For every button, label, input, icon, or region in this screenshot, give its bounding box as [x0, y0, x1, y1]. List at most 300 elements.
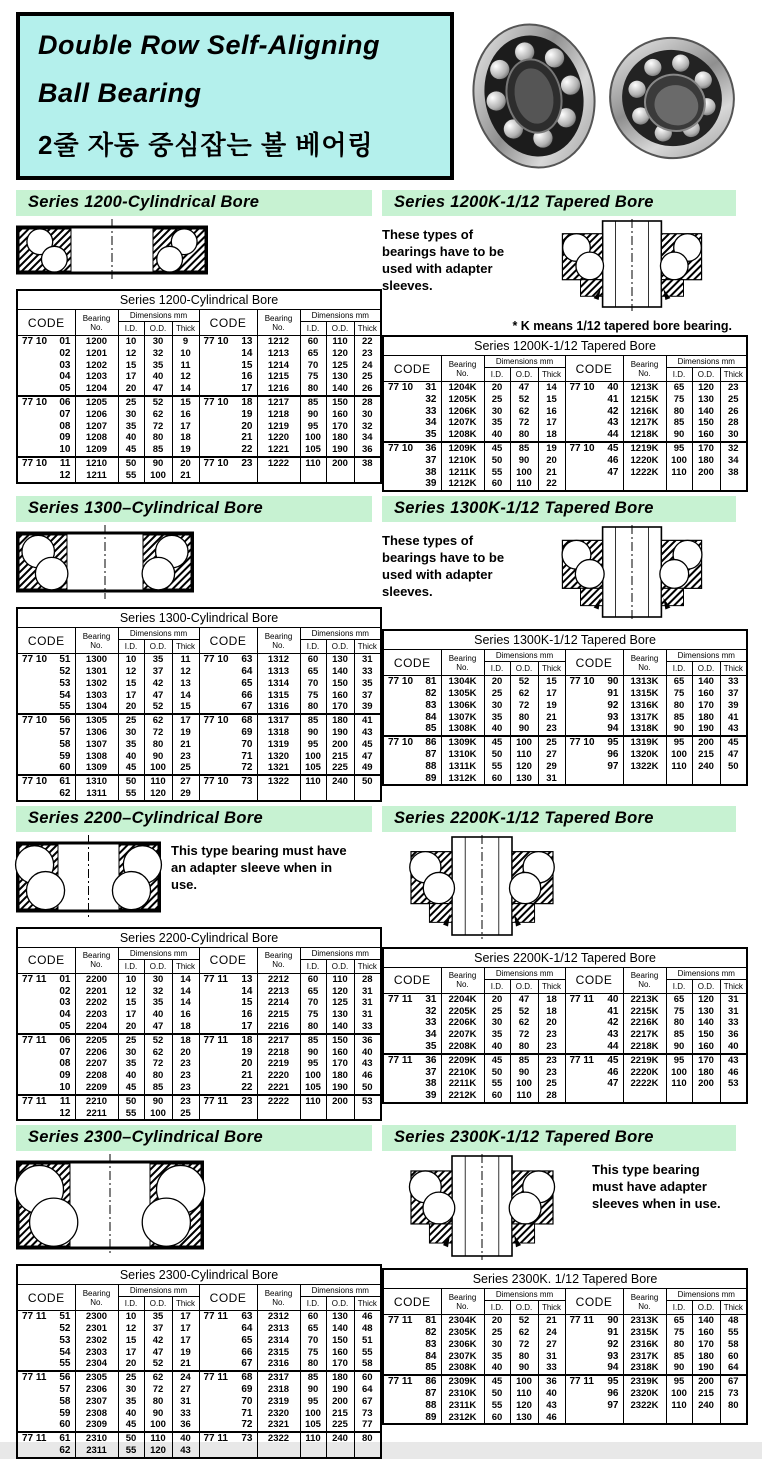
- dimension-cell: 55: [484, 1078, 510, 1090]
- bearing-no-cell: 2304: [75, 1358, 118, 1371]
- dimension-cell: 23: [172, 751, 199, 763]
- table-row: [17, 1070, 381, 1082]
- dimension-cell: 215: [692, 1388, 720, 1400]
- dimension-cell: 50: [118, 775, 144, 788]
- dimension-cell: 120: [692, 993, 720, 1005]
- col-header-thick: Thick: [720, 979, 747, 993]
- code-cell: 91: [565, 688, 623, 700]
- table-row: [17, 336, 381, 348]
- col-header-id: I.D.: [666, 662, 692, 676]
- section-banner: Series 2300K-1/12 Tapered Bore: [382, 1125, 736, 1151]
- sections-grid: [16, 190, 746, 1459]
- code-cell: 77 11 56: [17, 1371, 75, 1384]
- table-row: [17, 1432, 381, 1445]
- bearing-no-cell: 2300: [75, 1311, 118, 1323]
- dimension-cell: 40: [484, 1041, 510, 1054]
- dimension-cell: [666, 478, 692, 491]
- bearing-no-cell: 2209: [75, 1082, 118, 1095]
- dimension-cell: 72: [144, 1384, 172, 1396]
- bearing-no-cell: 2212K: [441, 1090, 484, 1103]
- dimension-cell: 100: [300, 1070, 326, 1082]
- code-cell: 70: [199, 739, 257, 751]
- dimension-cell: 110: [300, 1095, 326, 1108]
- dimension-cell: 110: [144, 775, 172, 788]
- dimension-cell: 14: [172, 690, 199, 702]
- dimension-cell: 90: [510, 1362, 538, 1375]
- section-note: These types of bearings have to be used with adapter sleeves.: [382, 533, 505, 599]
- table-row: [17, 1419, 381, 1432]
- bearing-no-cell: 1322: [257, 775, 300, 788]
- bearing-no-cell: 1302: [75, 678, 118, 690]
- table-row: [17, 421, 381, 433]
- dimension-cell: 35: [484, 1029, 510, 1041]
- bearing-no-cell: 1200: [75, 336, 118, 348]
- dimension-cell: 85: [144, 444, 172, 457]
- col-header-id: I.D.: [300, 959, 326, 973]
- bearing-no-cell: 2216K: [623, 1017, 666, 1029]
- dimension-cell: 47: [144, 383, 172, 396]
- col-header-od: O.D.: [510, 979, 538, 993]
- dimension-cell: 80: [720, 1400, 747, 1412]
- code-cell: 87: [383, 749, 441, 761]
- code-cell: 77 11 31: [383, 993, 441, 1005]
- dimension-cell: 50: [484, 1067, 510, 1079]
- code-cell: 16: [199, 371, 257, 383]
- dimension-cell: 110: [144, 1432, 172, 1445]
- bearing-no-cell: 1205K: [441, 394, 484, 406]
- dimension-cell: 35: [144, 654, 172, 666]
- bearing-cross-section-icon: [382, 1154, 582, 1265]
- code-cell: 77 10 13: [199, 336, 257, 348]
- dimension-cell: 85: [510, 442, 538, 455]
- code-cell: 53: [17, 678, 75, 690]
- col-header-id: I.D.: [118, 640, 144, 654]
- table-row: [383, 1078, 747, 1090]
- bearing-no-cell: 1209K: [441, 442, 484, 455]
- page-title-line2: Ball Bearing: [38, 77, 202, 108]
- bearing-no-cell: 2312K: [441, 1412, 484, 1425]
- dimension-cell: [720, 1412, 747, 1425]
- bearing-no-cell: 1210: [75, 457, 118, 470]
- dimension-cell: 60: [300, 336, 326, 348]
- col-header-id: I.D.: [118, 322, 144, 336]
- dimension-cell: 160: [692, 688, 720, 700]
- bearing-no-cell: 1304: [75, 701, 118, 714]
- dimension-cell: 62: [144, 714, 172, 727]
- bearing-no-cell: 1210K: [441, 455, 484, 467]
- code-cell: 96: [565, 749, 623, 761]
- col-header-dims: Dimensions mm: [484, 356, 565, 368]
- bearing-no-cell: 1214: [257, 360, 300, 372]
- dimension-cell: 23: [538, 1067, 565, 1079]
- bearing-no-cell: 1319K: [623, 736, 666, 749]
- dimension-cell: 15: [118, 997, 144, 1009]
- dimension-cell: 47: [720, 749, 747, 761]
- dimension-cell: 80: [666, 406, 692, 418]
- dimension-cell: 14: [172, 997, 199, 1009]
- table-row: [383, 1339, 747, 1351]
- dimension-cell: 10: [118, 336, 144, 348]
- bearing-no-cell: 1314: [257, 678, 300, 690]
- dimension-cell: [326, 1445, 354, 1458]
- code-cell: 17: [199, 1021, 257, 1034]
- dimension-cell: 45: [484, 1375, 510, 1388]
- dimension-cell: 37: [144, 666, 172, 678]
- dimension-cell: 39: [720, 700, 747, 712]
- dimension-cell: 41: [720, 712, 747, 724]
- table-row: [17, 986, 381, 998]
- table-row: [383, 1029, 747, 1041]
- dimension-cell: 48: [354, 1323, 381, 1335]
- code-cell: 15: [199, 360, 257, 372]
- dimension-cell: 73: [720, 1388, 747, 1400]
- code-cell: 77 11 68: [199, 1371, 257, 1384]
- bearing-no-cell: 2208K: [441, 1041, 484, 1054]
- code-cell: 84: [383, 1351, 441, 1363]
- dimension-cell: [720, 1090, 747, 1103]
- dimension-cell: 17: [538, 417, 565, 429]
- col-header-dims: Dimensions mm: [300, 628, 381, 640]
- bearing-no-cell: 2312: [257, 1311, 300, 1323]
- dimension-cell: 40: [118, 432, 144, 444]
- table-caption: Series 1200K-1/12 Tapered Bore: [383, 336, 747, 356]
- dimension-cell: 95: [666, 442, 692, 455]
- section-banner: Series 1300K-1/12 Tapered Bore: [382, 496, 736, 522]
- code-cell: 72: [199, 1419, 257, 1432]
- bearing-no-cell: 1213: [257, 348, 300, 360]
- code-cell: 20: [199, 1058, 257, 1070]
- dimension-cell: 32: [144, 986, 172, 998]
- bearing-no-cell: 2322K: [623, 1400, 666, 1412]
- dimension-cell: 100: [510, 736, 538, 749]
- col-header-bearing: Bearing No.: [257, 310, 300, 336]
- bearing-no-cell: 2210K: [441, 1067, 484, 1079]
- code-cell: 77 11 13: [199, 973, 257, 985]
- code-cell: 22: [199, 1082, 257, 1095]
- bearing-no-cell: 2202: [75, 997, 118, 1009]
- col-header-od: O.D.: [144, 322, 172, 336]
- dimension-cell: 33: [172, 1408, 199, 1420]
- dimension-cell: 37: [720, 688, 747, 700]
- bearing-no-cell: 1307K: [441, 712, 484, 724]
- dimension-cell: 40: [484, 429, 510, 442]
- dimension-cell: 12: [172, 371, 199, 383]
- code-cell: 77 11 95: [565, 1375, 623, 1388]
- dimension-cell: 11: [172, 360, 199, 372]
- table-row: [383, 749, 747, 761]
- bearing-no-cell: 2307K: [441, 1351, 484, 1363]
- table-row: [17, 666, 381, 678]
- dimension-cell: 80: [300, 1358, 326, 1371]
- code-cell: 10: [17, 444, 75, 457]
- bearing-no-cell: 1201: [75, 348, 118, 360]
- dimension-cell: 17: [172, 714, 199, 727]
- code-cell: [199, 788, 257, 801]
- bearing-no-cell: 2205K: [441, 1006, 484, 1018]
- code-cell: 72: [199, 762, 257, 775]
- col-header-code: CODE: [383, 356, 441, 382]
- dimension-cell: 80: [666, 700, 692, 712]
- dimension-cell: 55: [118, 1445, 144, 1458]
- table-row: [17, 1384, 381, 1396]
- bearing-no-cell: 1212: [257, 336, 300, 348]
- code-cell: 59: [17, 1408, 75, 1420]
- bearing-no-cell: 1208: [75, 432, 118, 444]
- dimension-cell: 35: [144, 997, 172, 1009]
- table-row: [383, 1090, 747, 1103]
- dimension-cell: 52: [510, 1006, 538, 1018]
- dimension-cell: 215: [326, 751, 354, 763]
- code-cell: 77 11 23: [199, 1095, 257, 1108]
- code-cell: 52: [17, 666, 75, 678]
- dimension-cell: 21: [172, 470, 199, 483]
- code-cell: [565, 478, 623, 491]
- bearing-no-cell: 2310K: [441, 1388, 484, 1400]
- bearing-no-cell: [623, 478, 666, 491]
- dimension-cell: 80: [300, 1021, 326, 1034]
- dimension-cell: 85: [666, 1351, 692, 1363]
- bearing-no-cell: 1218K: [623, 429, 666, 442]
- bearing-no-cell: 2311: [75, 1445, 118, 1458]
- col-header-id: I.D.: [300, 322, 326, 336]
- code-cell: 58: [17, 739, 75, 751]
- dimension-cell: 200: [692, 1375, 720, 1388]
- dimension-cell: 25: [484, 1327, 510, 1339]
- dimension-cell: 170: [692, 442, 720, 455]
- code-cell: [565, 773, 623, 786]
- dimension-cell: 29: [538, 761, 565, 773]
- dimension-cell: 110: [510, 749, 538, 761]
- table-row: [17, 701, 381, 714]
- bearing-no-cell: 2217: [257, 1034, 300, 1047]
- dimension-cell: 60: [720, 1351, 747, 1363]
- code-cell: 77 10 23: [199, 457, 257, 470]
- code-cell: 14: [199, 986, 257, 998]
- bearing-no-cell: 1208K: [441, 429, 484, 442]
- dimension-cell: 75: [300, 1009, 326, 1021]
- dimension-cell: 9: [172, 336, 199, 348]
- table-row: [17, 690, 381, 702]
- dimension-cell: 90: [300, 1384, 326, 1396]
- section-banner: Series 1300–Cylindrical Bore: [16, 496, 372, 522]
- code-cell: 43: [565, 417, 623, 429]
- dimension-cell: 23: [354, 348, 381, 360]
- dimension-cell: 24: [538, 1327, 565, 1339]
- bearing-no-cell: 2318K: [623, 1362, 666, 1375]
- code-cell: 07: [17, 1047, 75, 1059]
- dimension-cell: 25: [484, 1006, 510, 1018]
- bearing-no-cell: [257, 788, 300, 801]
- code-cell: 85: [383, 1362, 441, 1375]
- dimension-cell: 33: [720, 1017, 747, 1029]
- dimension-cell: 30: [484, 1017, 510, 1029]
- dimension-cell: 36: [354, 444, 381, 457]
- dimension-cell: 73: [354, 1408, 381, 1420]
- bearing-no-cell: [623, 1412, 666, 1425]
- dimension-cell: 10: [118, 654, 144, 666]
- code-cell: 55: [17, 1358, 75, 1371]
- bearing-no-cell: 2205: [75, 1034, 118, 1047]
- bearing-no-cell: 1219: [257, 421, 300, 433]
- dimension-cell: 77: [354, 1419, 381, 1432]
- section-series-1300k: [382, 496, 746, 786]
- dimension-cell: 36: [172, 1419, 199, 1432]
- bearing-cross-section-icon: [16, 1154, 204, 1261]
- bearing-cross-section-icon: [16, 835, 161, 924]
- dimension-cell: 200: [326, 1095, 354, 1108]
- table-row: [383, 1388, 747, 1400]
- dimension-cell: 75: [666, 1006, 692, 1018]
- dimension-cell: 45: [118, 762, 144, 775]
- col-header-code: CODE: [17, 1285, 75, 1311]
- bearing-table-2200k: [382, 947, 748, 1104]
- code-cell: 34: [383, 417, 441, 429]
- dimension-cell: 40: [144, 1009, 172, 1021]
- dimension-cell: 20: [538, 455, 565, 467]
- code-cell: 93: [565, 1351, 623, 1363]
- dimension-cell: 37: [144, 1323, 172, 1335]
- dimension-cell: 130: [326, 1311, 354, 1323]
- dimension-cell: 40: [484, 1362, 510, 1375]
- table-row: [17, 1396, 381, 1408]
- dimension-cell: 27: [538, 1339, 565, 1351]
- bearing-photo-left: [460, 13, 607, 179]
- dimension-cell: 34: [354, 432, 381, 444]
- dimension-cell: 90: [666, 1362, 692, 1375]
- dimension-cell: 20: [118, 1021, 144, 1034]
- dimension-cell: 55: [720, 1327, 747, 1339]
- section-note: This type bearing must have adapter sleeves when in use.: [592, 1162, 721, 1212]
- col-header-bearing: Bearing No.: [257, 947, 300, 973]
- bearing-table-1300: [16, 607, 382, 802]
- bearing-no-cell: 1220: [257, 432, 300, 444]
- dimension-cell: 50: [484, 1388, 510, 1400]
- code-cell: 14: [199, 348, 257, 360]
- dimension-cell: 30: [144, 336, 172, 348]
- page-header: [16, 12, 746, 180]
- bearing-no-cell: 1211K: [441, 467, 484, 479]
- table-row: [17, 1323, 381, 1335]
- dimension-cell: 35: [118, 421, 144, 433]
- dimension-cell: 75: [300, 690, 326, 702]
- dimension-cell: 200: [326, 739, 354, 751]
- bearing-no-cell: 2305K: [441, 1327, 484, 1339]
- dimension-cell: 50: [484, 749, 510, 761]
- dimension-cell: 105: [300, 762, 326, 775]
- code-cell: 46: [565, 455, 623, 467]
- dimension-cell: 80: [144, 739, 172, 751]
- code-cell: 94: [565, 1362, 623, 1375]
- col-header-od: O.D.: [326, 640, 354, 654]
- dimension-cell: 43: [354, 1058, 381, 1070]
- dimension-cell: 17: [172, 1335, 199, 1347]
- dimension-cell: 72: [510, 1029, 538, 1041]
- bearing-no-cell: 2222: [257, 1095, 300, 1108]
- dimension-cell: 75: [300, 1347, 326, 1359]
- code-cell: 44: [565, 1041, 623, 1054]
- col-header-code: CODE: [565, 356, 623, 382]
- code-cell: 07: [17, 409, 75, 421]
- code-cell: 38: [383, 467, 441, 479]
- bearing-no-cell: 1204: [75, 383, 118, 396]
- bearing-no-cell: 2207K: [441, 1029, 484, 1041]
- dimension-cell: 170: [692, 1054, 720, 1067]
- dimension-cell: 30: [144, 973, 172, 985]
- dimension-cell: 30: [118, 1384, 144, 1396]
- code-cell: 77 10 63: [199, 654, 257, 666]
- dimension-cell: 33: [720, 676, 747, 688]
- dimension-cell: 25: [720, 394, 747, 406]
- dimension-cell: 50: [354, 775, 381, 788]
- bearing-no-cell: 2209K: [441, 1054, 484, 1067]
- bearing-no-cell: 1212K: [441, 478, 484, 491]
- col-header-code: CODE: [565, 967, 623, 993]
- dimension-cell: 17: [172, 421, 199, 433]
- dimension-cell: 120: [510, 1400, 538, 1412]
- dimension-cell: 30: [354, 409, 381, 421]
- bearing-table-2300: [16, 1264, 382, 1459]
- dimension-cell: 20: [484, 676, 510, 688]
- dimension-cell: 140: [326, 1021, 354, 1034]
- bearing-no-cell: 2204: [75, 1021, 118, 1034]
- dimension-cell: 18: [538, 429, 565, 442]
- dimension-cell: 180: [326, 432, 354, 444]
- dimension-cell: 30: [720, 429, 747, 442]
- bearing-no-cell: 1209: [75, 444, 118, 457]
- dimension-cell: 16: [538, 406, 565, 418]
- code-cell: 77 10 86: [383, 736, 441, 749]
- dimension-cell: 100: [300, 1408, 326, 1420]
- dimension-cell: 130: [326, 654, 354, 666]
- dimension-cell: [326, 788, 354, 801]
- dimension-cell: 180: [692, 455, 720, 467]
- dimension-cell: [326, 470, 354, 483]
- bearing-no-cell: 1320K: [623, 749, 666, 761]
- dimension-cell: 75: [666, 394, 692, 406]
- code-cell: 92: [565, 1339, 623, 1351]
- dimension-cell: 30: [484, 406, 510, 418]
- table-row: [383, 382, 747, 394]
- dimension-cell: 12: [118, 986, 144, 998]
- dimension-cell: 60: [484, 1412, 510, 1425]
- dimension-cell: 180: [692, 712, 720, 724]
- dimension-cell: 32: [354, 421, 381, 433]
- dimension-cell: 180: [692, 1351, 720, 1363]
- table-row: [17, 1347, 381, 1359]
- dimension-cell: 28: [720, 417, 747, 429]
- dimension-cell: 23: [538, 1041, 565, 1054]
- col-header-dims: Dimensions mm: [666, 650, 747, 662]
- dimension-cell: 95: [300, 421, 326, 433]
- dimension-cell: 42: [144, 1335, 172, 1347]
- col-header-od: O.D.: [510, 368, 538, 382]
- dimension-cell: 36: [720, 1029, 747, 1041]
- dimension-cell: 16: [172, 1009, 199, 1021]
- bearing-table-1200: [16, 289, 382, 484]
- dimension-cell: 52: [144, 1358, 172, 1371]
- dimension-cell: 65: [666, 993, 692, 1005]
- dimension-cell: 15: [538, 394, 565, 406]
- bearing-no-cell: 2211K: [441, 1078, 484, 1090]
- bearing-no-cell: 2310: [75, 1432, 118, 1445]
- dimension-cell: [666, 1090, 692, 1103]
- dimension-cell: 27: [172, 775, 199, 788]
- col-header-dims: Dimensions mm: [484, 1289, 565, 1301]
- dimension-cell: 58: [354, 1358, 381, 1371]
- code-cell: 77 11 40: [565, 993, 623, 1005]
- code-cell: 53: [17, 1335, 75, 1347]
- dimension-cell: 40: [354, 1047, 381, 1059]
